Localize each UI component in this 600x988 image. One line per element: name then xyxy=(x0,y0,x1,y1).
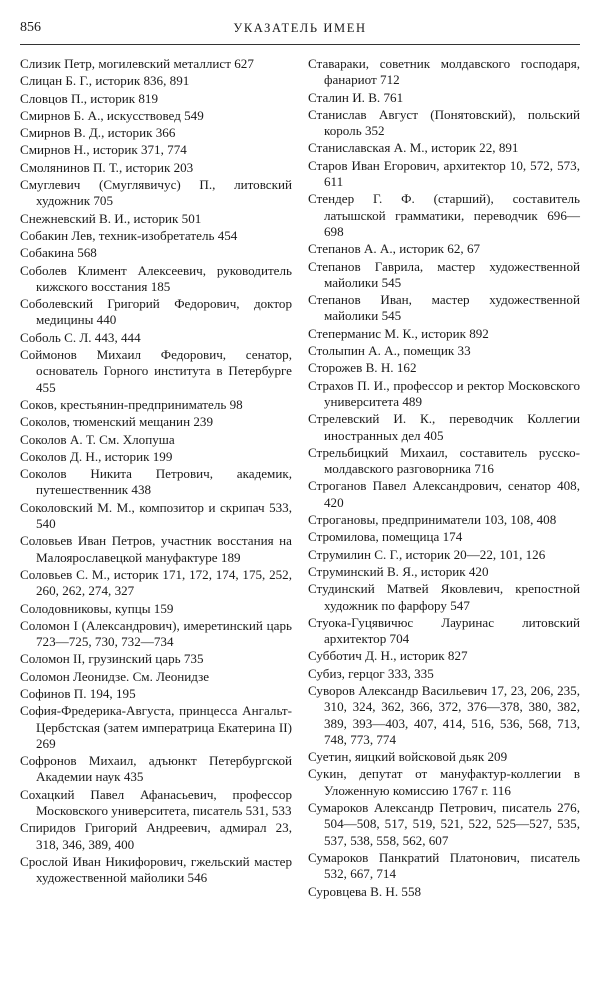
index-entry: Сталин И. В. 761 xyxy=(308,89,404,105)
index-entry: Смуглевич (Смуглявичус) П., литовский художник 705 xyxy=(20,177,292,209)
index-entry: Слицан Б. Г., историк 836, 891 xyxy=(20,73,190,89)
index-entry: Соломон II, грузинский царь 735 xyxy=(20,651,204,667)
index-entry: Смирнов В. Д., историк 366 xyxy=(20,125,176,141)
index-entry: Струмилин С. Г., историк 20—22, 101, 126 xyxy=(308,546,546,562)
index-entry: Сумароков Панкратий Платонович, писатель 532, 667, 714 xyxy=(308,849,580,882)
index-entry: Старов Иван Егорович, архитектор 10, 572, 573, 611 xyxy=(308,157,580,190)
index-entry: Строганов Павел Александрович, сенатор 408, 420 xyxy=(308,478,580,510)
index-entry: Стуока-Гуцявичюс Лауринас литовский архитектор 704 xyxy=(308,614,580,647)
index-entry: Ставараки, советник молдавского господаря, фанариот 712 xyxy=(308,56,580,88)
index-entry: Соколов Д. Н., историк 199 xyxy=(20,448,173,464)
index-entry: Сохацкий Павел Афанасьевич, профессор Московского университета, писатель 531, 533 xyxy=(20,786,292,819)
header-rule xyxy=(20,44,580,45)
index-entry: Соколовский М. М., композитор и скрипач 533, 540 xyxy=(20,499,292,532)
index-entry: Страхов П. И., профессор и ректор Московского университета 489 xyxy=(308,377,580,409)
index-entry: Софронов Михаил, адъюнкт Петербургской Академии наук 435 xyxy=(20,753,292,785)
index-entry: Снежневский В. И., историк 501 xyxy=(20,210,202,226)
index-column-left xyxy=(20,56,292,888)
index-entry: Сторожев В. Н. 162 xyxy=(308,360,417,376)
index-entry: Степерманис М. К., историк 892 xyxy=(308,325,489,341)
index-entry: Строгановы, предприниматели 103, 108, 408 xyxy=(308,512,557,528)
index-entry: Соломон Леонидзе. См. Леонидзе xyxy=(20,668,210,684)
index-entry: Степанов А. А., историк 62, 67 xyxy=(308,241,481,257)
index-entry: Стромилова, помещица 174 xyxy=(308,529,463,545)
index-entry: Субиз, герцог 333, 335 xyxy=(308,665,434,681)
index-entry: Станислав Август (Понятовский), польский король 352 xyxy=(308,106,580,139)
page-header xyxy=(20,20,580,42)
index-entry: Солодовниковы, купцы 159 xyxy=(20,600,174,616)
index-entry: Слизик Петр, могилевский металлист 627 xyxy=(20,56,254,71)
index-entry: Собакина 568 xyxy=(20,245,97,261)
index-entry: Спиридов Григорий Андреевич, адмирал 23, 318, 346, 389, 400 xyxy=(20,820,292,852)
index-entry: Сукин, депутат от мануфактур-коллегии в Уложенную комиссию 1767 г. 116 xyxy=(308,766,580,798)
index-entry: Степанов Иван, мастер художественной майолики 545 xyxy=(308,292,580,324)
index-entry: Стендер Г. Ф. (старший), составитель латышской грамматики, переводчик 696—698 xyxy=(308,191,580,239)
index-entry: Софинов П. 194, 195 xyxy=(20,685,136,701)
running-title: УКАЗАТЕЛЬ ИМЕН xyxy=(233,21,367,35)
index-entry: Смирнов Н., историк 371, 774 xyxy=(20,142,187,158)
index-entry: Словцов П., историк 819 xyxy=(20,90,159,106)
index-entry: Станиславская А. М., историк 22, 891 xyxy=(308,140,519,156)
index-entry: Соболевский Григорий Федорович, доктор медицины 440 xyxy=(20,296,292,328)
index-entry: Срослой Иван Никифорович, гжельский мастер художественной майолики 546 xyxy=(20,853,292,886)
index-entry: Столыпин А. А., помещик 33 xyxy=(308,343,471,359)
index-entry: Собакин Лев, техник-изобретатель 454 xyxy=(20,227,238,243)
index-entry: Соловьев С. М., историк 171, 172, 174, 175, 252, 260, 262, 274, 327 xyxy=(20,566,292,599)
index-entry: Субботич Д. Н., историк 827 xyxy=(308,648,468,664)
index-entry: Суворов Александр Васильевич 17, 23, 206, 235, 310, 324, 362, 366, 372, 376—378, 380, 382, 389, 393—403, 407, 414, 516, 536, 568, 713, 748, 773, 774 xyxy=(308,682,580,747)
index-entry: София-Фредерика-Августа, принцесса Ангальт-Цербстская (затем императрица Екатерина II) 269 xyxy=(20,703,292,751)
index-entry: Соколов, тюменский мещанин 239 xyxy=(20,414,213,430)
index-entry: Степанов Гаврила, мастер художественной майолики 545 xyxy=(308,258,580,290)
index-entry: Стрелевский И. К., переводчик Коллегии иностранных дел 405 xyxy=(308,411,580,443)
index-entry: Студинский Матвей Яковлевич, крепостной художник по фарфору 547 xyxy=(308,581,580,613)
index-entry: Соков, крестьянин-предприниматель 98 xyxy=(20,396,243,412)
index-entry: Суетин, яицкий войсковой дьяк 209 xyxy=(308,749,508,765)
index-entry: Соловьев Иван Петров, участник восстания на Малоярославецкой мануфактуре 189 xyxy=(20,533,292,565)
index-entry: Сумароков Александр Петрович, писатель 276, 504—508, 517, 519, 521, 522, 525—527, 535, 537, 538, 558, 562, 607 xyxy=(308,800,580,848)
index-column-right xyxy=(308,56,580,901)
index-entry: Соболев Климент Алексеевич, руководитель кижского восстания 185 xyxy=(20,262,292,294)
index-entry: Соколов Никита Петрович, академик, путешественник 438 xyxy=(20,466,292,498)
index-entry: Смирнов Б. А., искусствовед 549 xyxy=(20,107,204,123)
page-number: 856 xyxy=(20,20,41,35)
index-entry: Соколов А. Т. См. Хлопуша xyxy=(20,431,175,447)
index-entry: Соломон I (Александрович), имеретинский царь 723—725, 730, 732—734 xyxy=(20,617,292,650)
index-entry: Смолянинов П. Т., историк 203 xyxy=(20,159,194,175)
index-entry: Струминский В. Я., историк 420 xyxy=(308,563,489,579)
index-entry: Стрельбицкий Михаил, составитель русско-молдавского разговорника 716 xyxy=(308,444,580,477)
index-entry: Соболь С. Л. 443, 444 xyxy=(20,329,141,345)
index-entry: Соймонов Михаил Федорович, сенатор, основатель Горного института в Петербурге 455 xyxy=(20,347,292,395)
index-entry: Суровцева В. Н. 558 xyxy=(308,883,422,899)
